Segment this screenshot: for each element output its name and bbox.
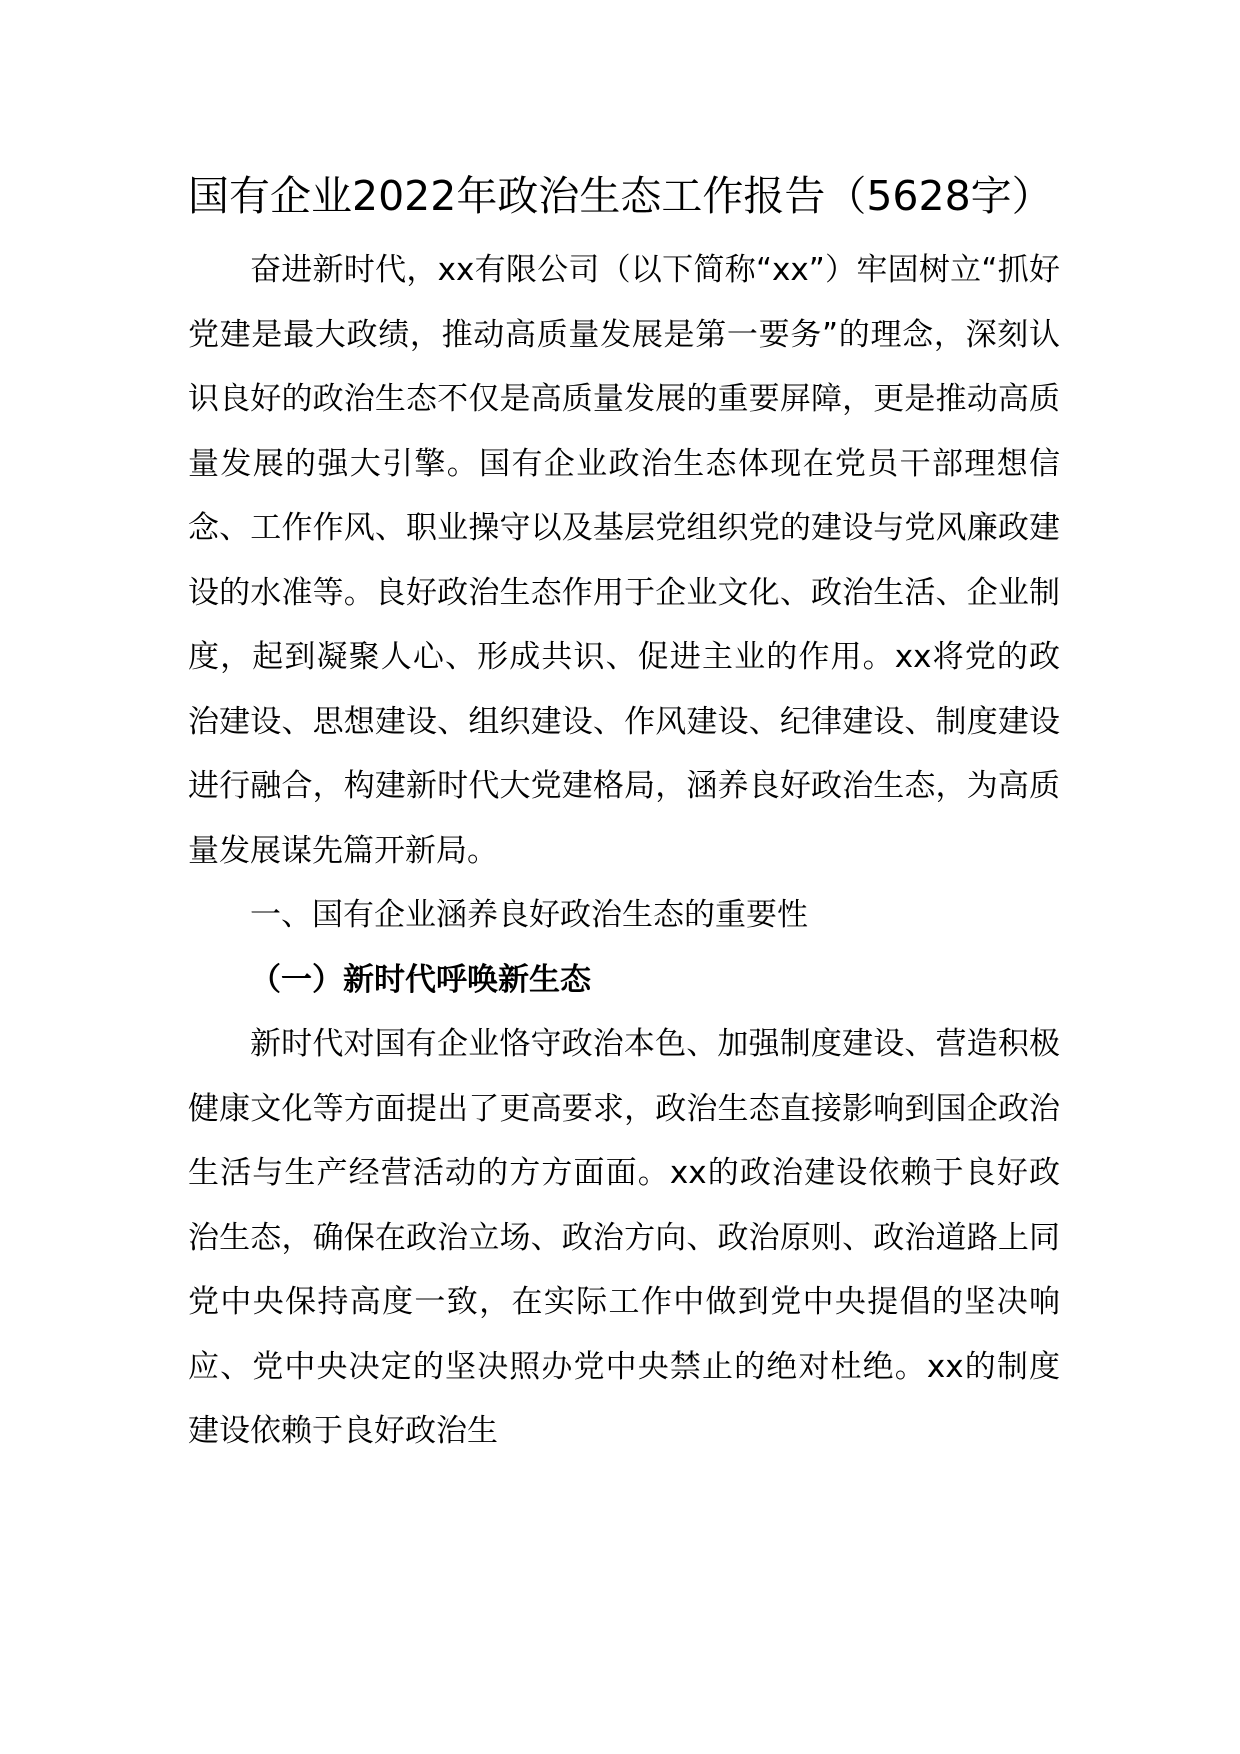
document-title: 国有企业2022年政治生态工作报告（5628字） [188,172,1053,220]
subsection-paragraph: 新时代对国有企业恪守政治本色、加强制度建设、营造积极健康文化等方面提出了更高要求，政治生态直接影响到国企政治生活与生产经营活动的方方面面。xx的政治建设依赖于良好政治生态，确保在政治立场、政治方向、政治原则、政治道路上同党中央保持高度一致，在实际工作中做到党中央提倡的坚决响应、党中央决定的坚决照办党中央禁止的绝对杜绝。xx的制度建设依赖于良好政治生 [188,1026,1060,1449]
section-heading: 一、国有企业涵养良好政治生态的重要性 [250,897,808,933]
document-page [188,168,1060,1464]
document-body [188,238,1060,1464]
subsection-heading: （一）新时代呼唤新生态 [250,961,591,998]
intro-paragraph: 奋进新时代，xx有限公司（以下简称“xx”）牢固树立“抓好党建是最大政绩，推动高质量发展是第一要务”的理念，深刻认识良好的政治生态不仅是高质量发展的重要屏障，更是推动高质量发展的强大引擎。国有企业政治生态体现在党员干部理想信念、工作作风、职业操守以及基层党组织党的建设与党风廉政建设的水准等。良好政治生态作用于企业文化、政治生活、企业制度，起到凝聚人心、形成共识、促进主业的作用。xx将党的政治建设、思想建设、组织建设、作风建设、纪律建设、制度建设进行融合，构建新时代大党建格局，涵养良好政治生态，为高质量发展谋先篇开新局。 [188,252,1060,869]
